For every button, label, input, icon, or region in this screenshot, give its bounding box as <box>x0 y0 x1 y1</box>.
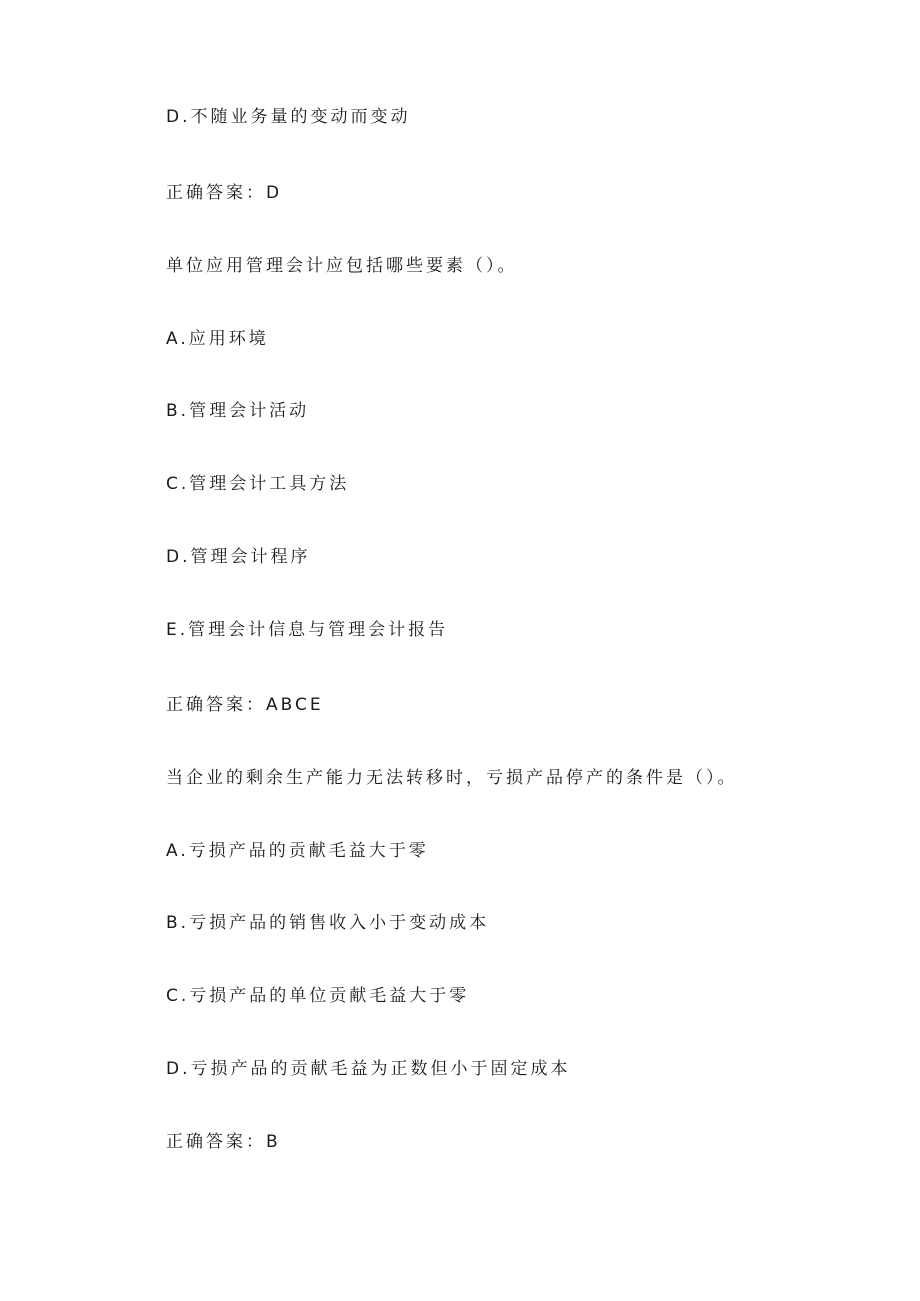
q3-option-b: B.亏损产品的销售收入小于变动成本 <box>166 913 490 933</box>
q3-option-a: A.亏损产品的贡献毛益大于零 <box>166 841 429 861</box>
q3-question: 当企业的剩余生产能力无法转移时，亏损产品停产的条件是（）。 <box>166 768 738 788</box>
q2-option-e: E.管理会计信息与管理会计报告 <box>166 620 449 640</box>
q3-option-c: C.亏损产品的单位贡献毛益大于零 <box>166 986 470 1006</box>
q2-option-a: A.应用环境 <box>166 329 269 349</box>
q1-answer: 正确答案：D <box>166 183 283 203</box>
q1-option-d: D.不随业务量的变动而变动 <box>166 107 411 127</box>
q2-option-c: C.管理会计工具方法 <box>166 474 350 494</box>
q2-answer: 正确答案：ABCE <box>166 695 324 715</box>
q3-option-d: D.亏损产品的贡献毛益为正数但小于固定成本 <box>166 1059 571 1079</box>
q2-question: 单位应用管理会计应包括哪些要素（）。 <box>166 256 518 276</box>
q2-option-d: D.管理会计程序 <box>166 547 311 567</box>
q3-answer: 正确答案：B <box>166 1132 281 1152</box>
q2-option-b: B.管理会计活动 <box>166 401 310 421</box>
